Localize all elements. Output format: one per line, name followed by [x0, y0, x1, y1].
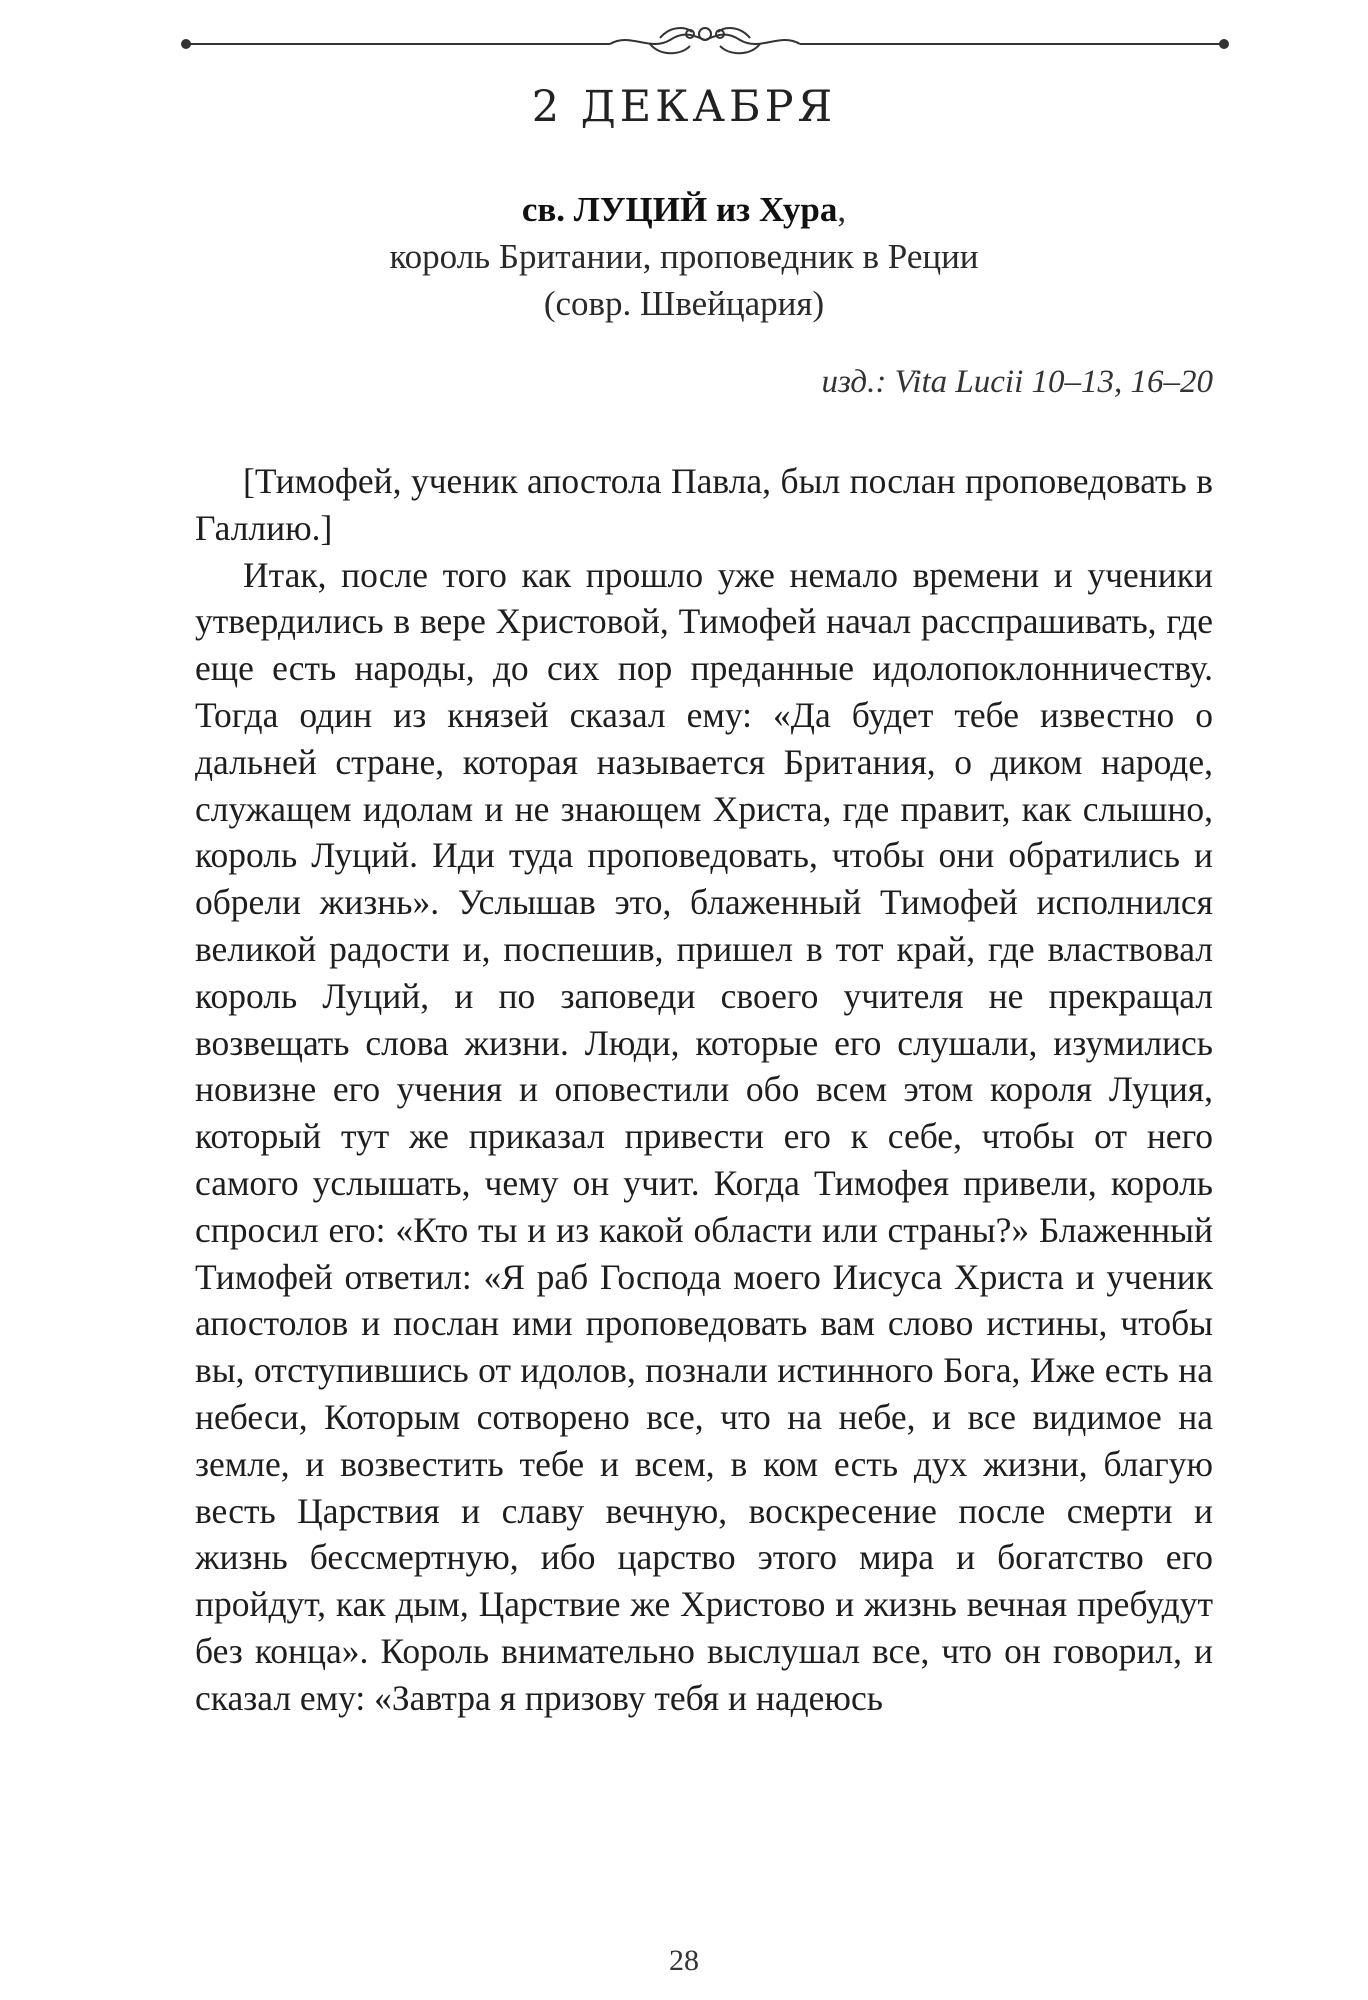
- paragraph: Итак, после того как прошло уже немало времени и ученики утвердились в вере Христовой, Тимофей начал расспрашивать, где еще есть народы, до сих пор преданные идолопоклонничеству. Тогда один из князей сказал ему: «Да будет тебе известно о дальней стране, которая называется Британия, о диком народе, служащем идолам и не знающем Христа, где правит, как слышно, король Луций. Иди туда проповедовать, чтобы они обратились и обрели жизнь». Услышав это, блаженный Тимофей исполнился великой радости и, поспешив, пришел в тот край, где властвовал король Луций, и по заповеди своего учителя не прекращал возвещать слова жизни. Люди, которые его слушали, изумились новизне его учения и оповестили обо всем этом короля Луция, который тут же приказал привести его к себе, чтобы от него самого услышать, чему он учит. Когда Тимофея привели, король спросил его: «Кто ты и из какой области или страны?» Блаженный Тимофей ответил: «Я раб Господа моего Иисуса Христа и ученик апостолов и послан ими проповедовать вам слово истины, чтобы вы, отступившись от идолов, познали истинного Бога, Иже есть на небеси, Которым сотворено все, что на небе, и все видимое на земле, и возвестить тебе и всем, в ком есть дух жизни, благую весть Царствия и славу вечную, воскресение после смерти и жизнь бессмертную, ибо царство этого мира и богатство его пройдут, как дым, Царствие же Христово и жизнь вечная пребудут без конца». Король внимательно выслушал все, что он говорил, и сказал ему: «Завтра я призову тебя и надеюсь: [195, 554, 1213, 1718]
- paragraph: [Тимофей, ученик апостола Павла, был послан проповедовать в Галлию.]: [195, 461, 1213, 548]
- saint-description-line-1: король Британии, проповедник в Реции: [389, 237, 979, 276]
- body-text: [195, 458, 1213, 1722]
- source-reference: [821, 364, 1213, 401]
- saint-name: св. ЛУЦИЙ из Хура: [521, 190, 838, 229]
- date-title: 2 ДЕКАБРЯ: [531, 82, 837, 132]
- saint-heading: св. ЛУЦИЙ из Хура, король Британии, проповедник в Реции (совр. Швейцария): [0, 186, 1368, 327]
- header-ornament: [180, 22, 1230, 62]
- page-number: 28: [669, 1944, 699, 1977]
- saint-description-line-2: (совр. Швейцария): [543, 284, 825, 323]
- source-citation: Vita Lucii 10–13, 16–20: [894, 364, 1213, 400]
- source-label: изд.:: [821, 364, 887, 400]
